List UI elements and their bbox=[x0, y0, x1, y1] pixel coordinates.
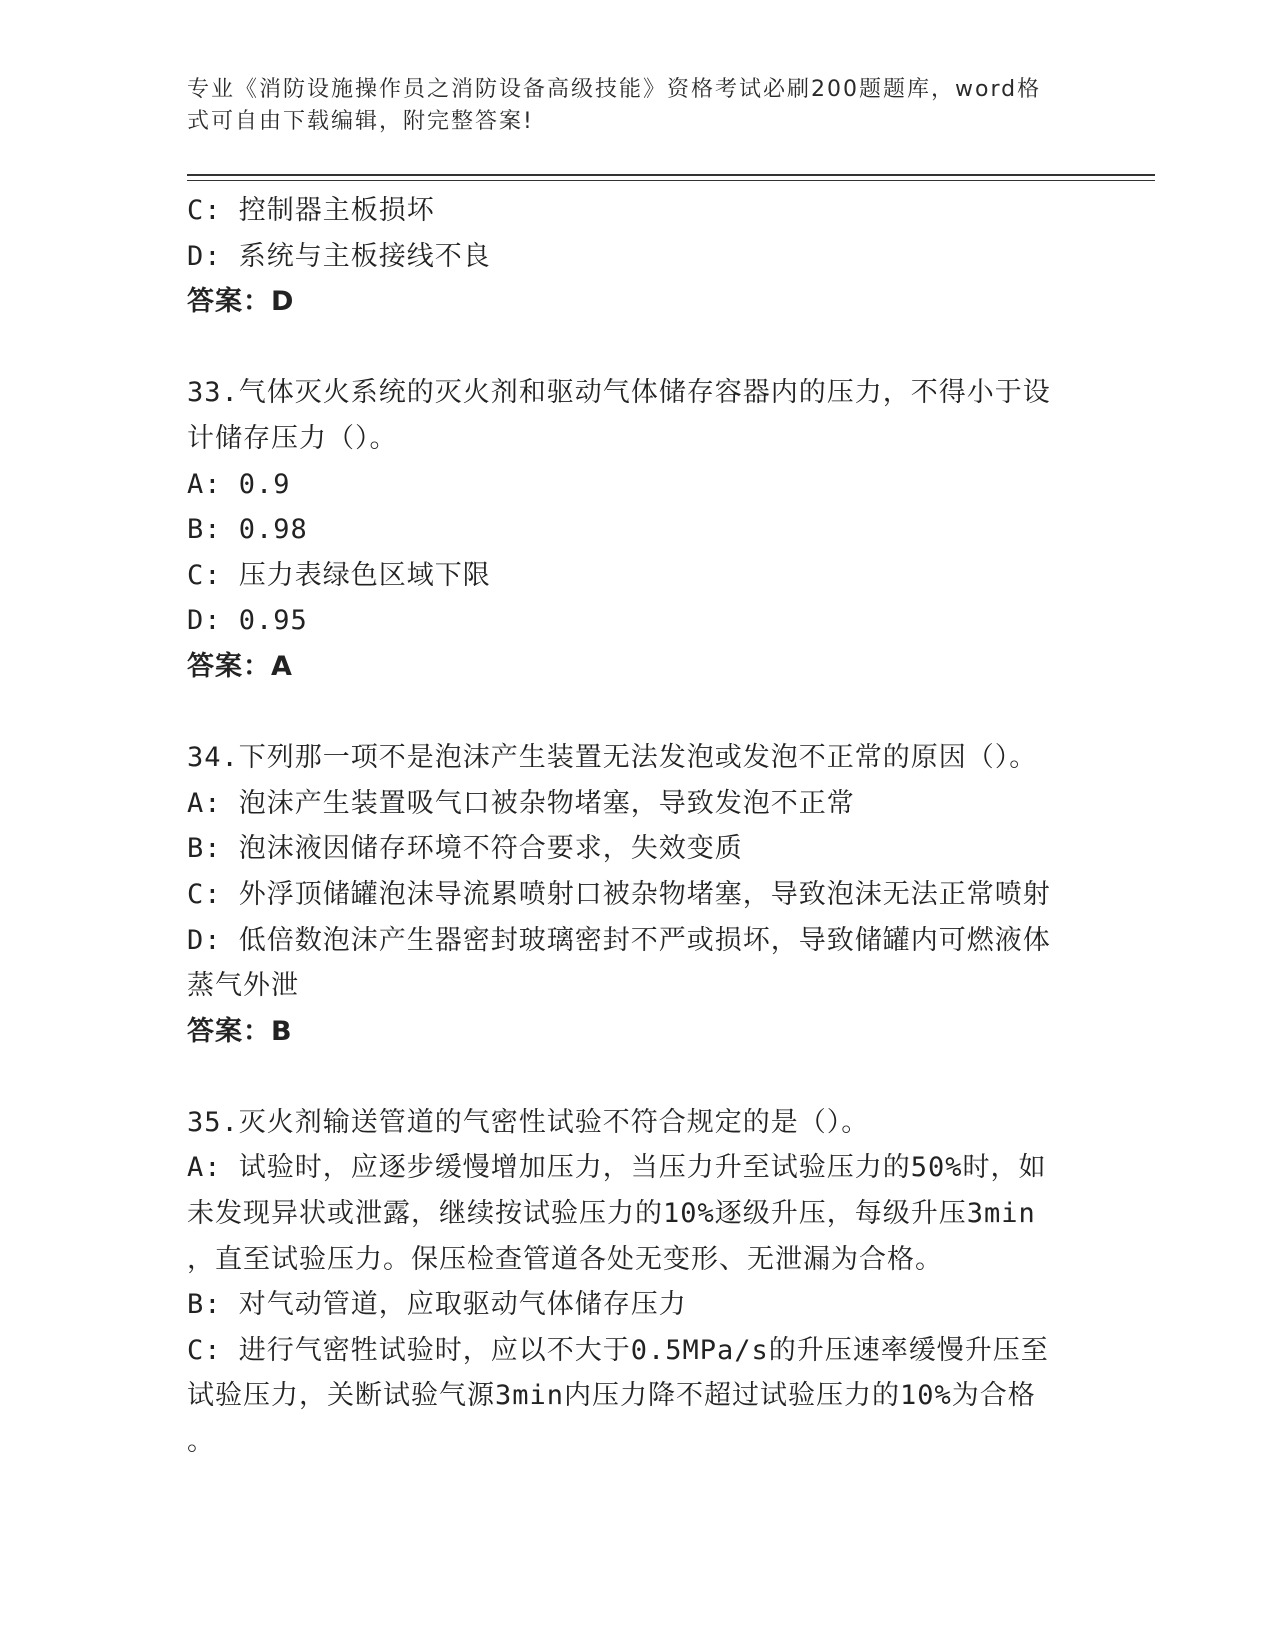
header-divider-thick bbox=[187, 174, 1155, 176]
option-c: C: 进行气密牲试验时，应以不大于0.5MPa/s的升压速率缓慢升压至 bbox=[187, 1334, 1049, 1366]
option-d: D: 0.95 bbox=[187, 605, 308, 637]
question-stem: 34.下列那一项不是泡沫产生装置无法发泡或发泡不正常的原因（）。 bbox=[187, 742, 1038, 774]
question-33 bbox=[187, 370, 1087, 689]
question-content bbox=[187, 188, 1087, 1465]
answer-line: 答案：A bbox=[187, 650, 293, 682]
option-c: C: 压力表绿色区域下限 bbox=[187, 559, 491, 591]
option-c: C: 控制器主板损坏 bbox=[187, 195, 435, 226]
header-line-2: 式可自由下载编辑，附完整答案! bbox=[187, 109, 534, 134]
question-34 bbox=[187, 735, 1087, 1054]
question-stem: 35.灭火剂输送管道的气密性试验不符合规定的是（）。 bbox=[187, 1106, 870, 1138]
option-b: B: 对气动管道，应取驱动气体储存压力 bbox=[187, 1289, 687, 1321]
option-c: C: 外浮顶储罐泡沫导流累喷射口被杂物堵塞，导致泡沫无法正常喷射 bbox=[187, 878, 1051, 910]
previous-question-block bbox=[187, 188, 1087, 325]
option-d-continued: 蒸气外泄 bbox=[187, 970, 299, 1002]
option-a-continued: 未发现异状或泄露，继续按试验压力的10%逐级升压，每级升压3min bbox=[187, 1198, 1036, 1230]
option-a: A: 0.9 bbox=[187, 468, 291, 500]
header-divider-thin bbox=[187, 180, 1155, 181]
option-d: D: 低倍数泡沫产生器密封玻璃密封不严或损坏，导致储罐内可燃液体 bbox=[187, 924, 1051, 956]
option-b: B: 泡沫液因储存环境不符合要求，失效变质 bbox=[187, 833, 743, 865]
option-a-continued: ，直至试验压力。保压检查管道各处无变形、无泄漏为合格。 bbox=[187, 1243, 943, 1275]
question-stem-continued: 计储存压力（）。 bbox=[187, 422, 398, 454]
answer-line: 答案：B bbox=[187, 1015, 293, 1047]
answer-line: 答案：D bbox=[187, 286, 295, 318]
option-c-continued: 试验压力，关断试验气源3min内压力降不超过试验压力的10%为合格 bbox=[187, 1380, 1036, 1412]
option-a: A: 泡沫产生装置吸气口被杂物堵塞，导致发泡不正常 bbox=[187, 787, 855, 819]
spacer bbox=[187, 690, 1087, 736]
option-a: A: 试验时，应逐步缓慢增加压力，当压力升至试验压力的50%时，如 bbox=[187, 1152, 1047, 1184]
document-header bbox=[187, 74, 1067, 138]
option-c-continued: 。 bbox=[187, 1426, 215, 1458]
header-line-1: 专业《消防设施操作员之消防设备高级技能》资格考试必刷200题题库，word格 bbox=[187, 77, 1042, 102]
spacer bbox=[187, 325, 1087, 371]
option-d: D: 系统与主板接线不良 bbox=[187, 240, 491, 272]
option-b: B: 0.98 bbox=[187, 514, 308, 546]
question-stem: 33.气体灭火系统的灭火剂和驱动气体储存容器内的压力，不得小于设 bbox=[187, 377, 1051, 409]
spacer bbox=[187, 1054, 1087, 1100]
question-35 bbox=[187, 1100, 1087, 1465]
